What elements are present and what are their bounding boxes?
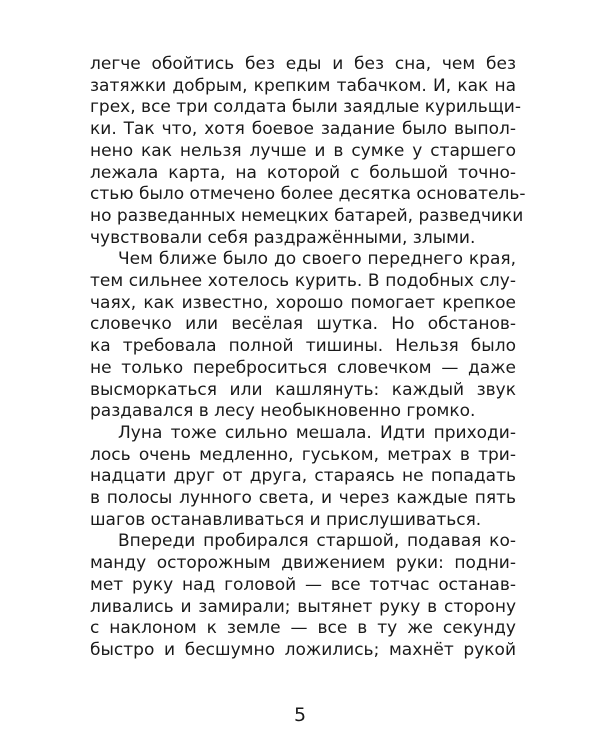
text-line: в полосы лунного света, и через каждые пять xyxy=(90,488,516,508)
text-line: чувствовали себя раздражёнными, злыми. xyxy=(90,227,476,248)
text-line: нено как нельзя лучше и в сумке у старшего xyxy=(90,140,516,161)
text-line: затяжки добрым, крепким табачком. И, как на xyxy=(90,75,516,96)
text-line: ки. Так что, хотя боевое задание было выпол- xyxy=(90,119,516,140)
page-number: 5 xyxy=(293,704,307,726)
text-line: легче обойтись без еды и без сна, чем без xyxy=(90,54,516,74)
text-line: грех, все три солдата были заядлые курильщи- xyxy=(90,97,521,118)
text-line: мет руку над головой — все тотчас останав- xyxy=(90,574,516,595)
text-line: раздавался в лесу необыкновенно громко. xyxy=(90,401,476,422)
text-line: лось очень медленно, гуськом, метрах в три- xyxy=(90,444,516,465)
text-line: Луна тоже сильно мешала. Идти приходи- xyxy=(118,422,516,443)
text-line: с наклоном к земле — все в ту же секунду xyxy=(90,618,516,639)
text-line: высморкаться или кашлянуть: каждый звук xyxy=(90,379,516,400)
text-line: шагов останавливаться и прислушиваться. xyxy=(90,509,482,530)
text-line: ка требовала полной тишины. Нельзя было xyxy=(90,336,516,357)
text-line: лежала карта, на которой с большой точно- xyxy=(90,162,516,183)
text-line: чаях, как известно, хорошо помогает крепкое xyxy=(90,292,516,313)
text-line: ливались и замирали; вытянет руку в сторону xyxy=(90,596,516,617)
text-line: надцати друг от друга, стараясь не попадать xyxy=(90,466,516,487)
text-line: стью было отмечено более десятка основатель- xyxy=(90,184,526,205)
text-line: но разведанных немецких батарей, разведчики xyxy=(90,205,524,226)
text-line: тем сильнее хотелось курить. В подобных слу- xyxy=(90,271,516,291)
text-line: манду осторожным движением руки: подни- xyxy=(90,553,516,574)
text-line: Чем ближе было до своего переднего края, xyxy=(118,249,516,270)
text-line: словечко или весёлая шутка. Но обстанов- xyxy=(90,314,516,335)
text-line: Впереди пробирался старшой, подавая ко- xyxy=(118,531,516,552)
text-line: не только переброситься словечком — даже xyxy=(90,357,516,378)
text-line: быстро и бесшумно ложились; махнёт рукой xyxy=(90,639,516,660)
